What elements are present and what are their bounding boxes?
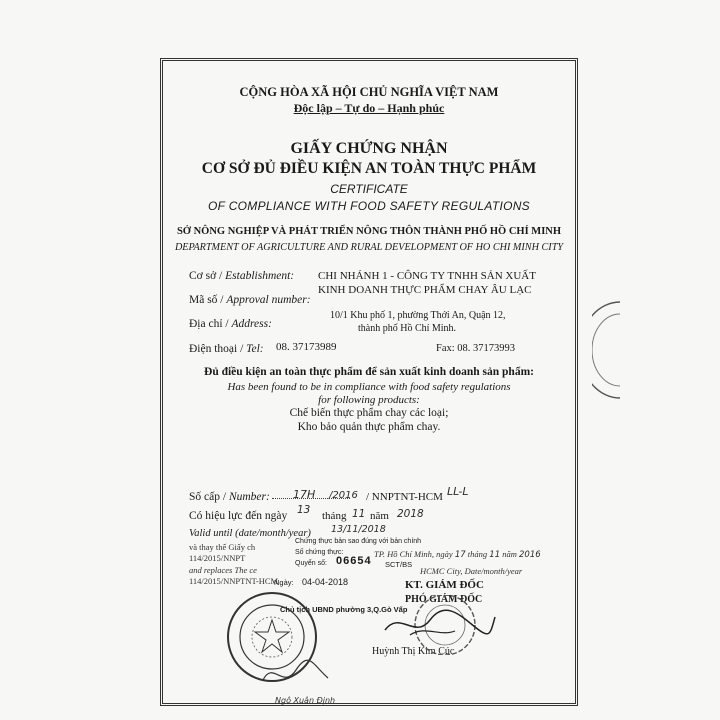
establishment-value-2: KINH DOANH THỰC PHẨM CHAY ÂU LẠC xyxy=(318,284,532,296)
approval-label xyxy=(189,294,311,306)
tel-label xyxy=(189,343,264,355)
motto: Độc lập – Tự do – Hạnh phúc xyxy=(293,101,445,115)
number-label xyxy=(189,491,270,503)
fax: Fax: 08. 37173993 xyxy=(436,343,516,354)
address-label-en: Address: xyxy=(231,318,272,330)
tel-label-vi: Điện thoại / xyxy=(189,343,244,355)
compliance-vi: Đủ điều kiện an toàn thực phẩm để sản xuất kinh doanh sản phẩm: xyxy=(204,366,534,378)
establishment-label-vi: Cơ sở / xyxy=(189,270,223,282)
copy-stamp-line-2: Số chứng thực: xyxy=(295,549,344,556)
address-label-vi: Địa chỉ / xyxy=(189,318,229,330)
replace-line-3: and replaces The ce xyxy=(189,565,257,575)
number-suffix: / NNPTNT-HCM xyxy=(366,491,443,503)
compliance-en-1: Has been found to be in compliance with food safety regulations xyxy=(227,381,511,393)
copy-stamp-book: SCT/BS xyxy=(385,560,413,569)
place-date xyxy=(374,549,541,560)
copy-stamp-line-1: Chứng thực bản sao đúng với bản chính xyxy=(295,538,422,545)
establishment-label xyxy=(189,270,294,282)
valid-day: 13 xyxy=(297,504,311,516)
copy-stamp-signer: Ngô Xuân Định xyxy=(275,696,336,705)
number-label-en: Number: xyxy=(228,491,270,503)
authority-vi: SỞ NÔNG NGHIỆP VÀ PHÁT TRIỂN NÔNG THÔN THÀNH PHỐ HỒ CHÍ MINH xyxy=(176,226,562,237)
sign-year: 2016 xyxy=(519,550,541,560)
number-label-vi: Số cấp / xyxy=(189,491,227,503)
replace-line-4: 114/2015/NNPTNT-HCM xyxy=(189,576,279,586)
valid-month-label: tháng xyxy=(322,510,347,522)
title-en-2: OF COMPLIANCE WITH FOOD SAFETY REGULATIONS xyxy=(208,199,530,213)
kt-title: KT. GIÁM ĐỐC xyxy=(405,579,484,591)
deputy-title: PHÓ GIÁM ĐỐC xyxy=(405,594,483,605)
valid-until-value: 13/11/2018 xyxy=(331,524,386,535)
address-label xyxy=(189,318,272,330)
sign-day: 17 xyxy=(454,550,466,560)
director-signature-icon xyxy=(380,605,500,645)
title-en-1: CERTIFICATE xyxy=(330,182,408,196)
approval-label-en: Approval number: xyxy=(226,294,311,306)
edge-stamp-icon xyxy=(592,300,622,400)
place-date-label: TP. Hồ Chí Minh, ngày xyxy=(374,549,453,559)
valid-label: Có hiệu lực đến ngày xyxy=(189,510,288,522)
valid-year: 2018 xyxy=(397,508,424,520)
nation-header: CỘNG HÒA XÃ HỘI CHỦ NGHĨA VIỆT NAM xyxy=(239,85,499,99)
valid-year-label: năm xyxy=(370,510,389,522)
address-value-2: thành phố Hồ Chí Minh. xyxy=(358,323,457,334)
copy-stamp-number: 06654 xyxy=(336,555,372,567)
number-handwritten-2: LL-L xyxy=(447,485,469,498)
signer-name: Huỳnh Thị Kim Cúc xyxy=(372,646,455,657)
sign-month-label: tháng xyxy=(467,549,488,559)
replace-line-1: và thay thế Giấy ch xyxy=(189,542,256,552)
place-date-en: HCMC City, Date/month/year xyxy=(420,566,523,576)
copy-stamp-date: 04-04-2018 xyxy=(302,577,349,587)
tel-label-en: Tel: xyxy=(246,343,264,355)
replace-line-2: 114/2015/NNPT xyxy=(189,553,246,563)
copy-stamp-signature-icon xyxy=(258,650,338,695)
sign-month: 11 xyxy=(489,550,501,560)
approval-label-vi: Mã số / xyxy=(189,294,224,306)
copy-stamp-date-label: Ngày: xyxy=(274,578,294,587)
product-1: Chế biến thực phẩm chay các loại; xyxy=(289,407,449,419)
title-vi-2: CƠ SỞ ĐỦ ĐIỀU KIỆN AN TOÀN THỰC PHẨM xyxy=(201,160,537,177)
tel-value: 08. 37173989 xyxy=(276,341,337,353)
authority-en: DEPARTMENT OF AGRICULTURE AND RURAL DEVELOPMENT OF HO CHI MINH CITY xyxy=(174,242,564,253)
compliance-en-2: for following products: xyxy=(318,394,420,406)
title-vi-1: GIẤY CHỨNG NHẬN xyxy=(290,140,448,157)
number-handwritten: 17H xyxy=(293,488,316,501)
product-2: Kho bảo quản thực phẩm chay. xyxy=(297,421,441,433)
establishment-value-1: CHI NHÁNH 1 - CÔNG TY TNHH SẢN XUẤT xyxy=(318,270,536,282)
copy-stamp-line-3: Quyển số: xyxy=(295,560,327,567)
address-value-1: 10/1 Khu phố 1, phường Thới An, Quận 12, xyxy=(330,310,506,321)
valid-month: 11 xyxy=(352,508,366,520)
copy-stamp-office: Chủ tịch UBND phường 3,Q.Gò Vấp xyxy=(280,605,408,614)
number-year: /2016 xyxy=(329,490,358,501)
sign-year-label: năm xyxy=(502,549,517,559)
establishment-label-en: Establishment: xyxy=(225,270,295,282)
valid-until-label: Valid until (date/month/year) xyxy=(189,528,311,539)
